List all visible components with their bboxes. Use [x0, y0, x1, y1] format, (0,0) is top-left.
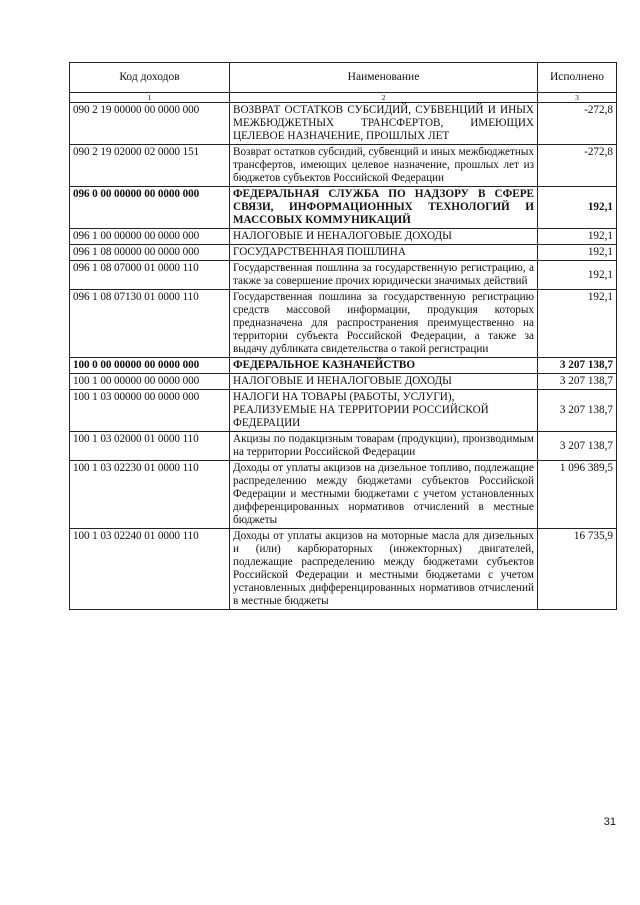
- row-name: ФЕДЕРАЛЬНАЯ СЛУЖБА ПО НАДЗОРУ В СФЕРЕ СВЯЗИ, ИНФОРМАЦИОННЫХ ТЕХНОЛОГИЙ И МАССОВЫХ КОММУНИКАЦИЙ: [230, 187, 538, 229]
- table-row: [70, 229, 617, 245]
- row-value: 1 096 389,5: [538, 461, 617, 529]
- row-value: -272,8: [538, 145, 617, 187]
- row-name: ФЕДЕРАЛЬНОЕ КАЗНАЧЕЙСТВО: [230, 358, 538, 374]
- table-row: [70, 145, 617, 187]
- table-header-row: [70, 63, 617, 93]
- table-row: [70, 390, 617, 432]
- row-code: 096 0 00 00000 00 0000 000: [70, 187, 230, 229]
- row-code: 100 1 03 02240 01 0000 110: [70, 529, 230, 610]
- page-number: 31: [603, 816, 616, 828]
- row-value: -272,8: [538, 103, 617, 145]
- row-value: 192,1: [538, 261, 617, 290]
- table-row: [70, 103, 617, 145]
- row-name: Государственная пошлина за государственную регистрацию средств массовой информации, продукция которых предназначена для распространения преимущественно на территории субъекта Российской Федерации, а также за выдачу дубликата свидетельства о такой регистрации: [230, 290, 538, 358]
- column-number-2: 2: [230, 93, 538, 103]
- column-number-row: [70, 93, 617, 103]
- row-code: 100 0 00 00000 00 0000 000: [70, 358, 230, 374]
- column-number-1: 1: [70, 93, 230, 103]
- row-value: 3 207 138,7: [538, 358, 617, 374]
- header-name: Наименование: [230, 63, 538, 93]
- row-code: 096 1 08 07130 01 0000 110: [70, 290, 230, 358]
- row-value: 192,1: [538, 187, 617, 229]
- row-code: 100 1 03 00000 00 0000 000: [70, 390, 230, 432]
- row-value: 192,1: [538, 245, 617, 261]
- row-code: 100 1 00 00000 00 0000 000: [70, 374, 230, 390]
- row-value: 192,1: [538, 229, 617, 245]
- row-name: Доходы от уплаты акцизов на моторные масла для дизельных и (или) карбюраторных (инжекторных) двигателей, подлежащие распределению между бюджетами субъектов Российской Федерации и местными бюджетами с учетом установленных дифференцированных нормативов отчислений в местные бюджеты: [230, 529, 538, 610]
- revenue-table: [69, 62, 617, 610]
- row-name: Возврат остатков субсидий, субвенций и иных межбюджетных трансфертов, имеющих целевое назначение, прошлых лет из бюджетов субъектов Российской Федерации: [230, 145, 538, 187]
- table-row: [70, 245, 617, 261]
- row-name: НАЛОГОВЫЕ И НЕНАЛОГОВЫЕ ДОХОДЫ: [230, 374, 538, 390]
- row-value: 3 207 138,7: [538, 390, 617, 432]
- row-name: ВОЗВРАТ ОСТАТКОВ СУБСИДИЙ, СУБВЕНЦИЙ И ИНЫХ МЕЖБЮДЖЕТНЫХ ТРАНСФЕРТОВ, ИМЕЮЩИХ ЦЕЛЕВОЕ НАЗНАЧЕНИЕ, ПРОШЛЫХ ЛЕТ: [230, 103, 538, 145]
- column-number-3: 3: [538, 93, 617, 103]
- row-code: 096 1 08 00000 00 0000 000: [70, 245, 230, 261]
- table-row: [70, 374, 617, 390]
- table-row: [70, 461, 617, 529]
- row-code: 096 1 08 07000 01 0000 110: [70, 261, 230, 290]
- row-value: 16 735,9: [538, 529, 617, 610]
- row-name: НАЛОГОВЫЕ И НЕНАЛОГОВЫЕ ДОХОДЫ: [230, 229, 538, 245]
- row-name: Государственная пошлина за государственную регистрацию, а также за совершение прочих юридически значимых действий: [230, 261, 538, 290]
- table-row: [70, 261, 617, 290]
- table-row-section: [70, 358, 617, 374]
- row-name: Доходы от уплаты акцизов на дизельное топливо, подлежащие распределению между бюджетами субъектов Российской Федерации и местными бюджетами с учетом установленных дифференцированных нормативов отчислений в местные бюджеты: [230, 461, 538, 529]
- header-value: Исполнено: [538, 63, 617, 93]
- row-code: 090 2 19 02000 02 0000 151: [70, 145, 230, 187]
- table-row: [70, 529, 617, 610]
- row-code: 090 2 19 00000 00 0000 000: [70, 103, 230, 145]
- row-name: НАЛОГИ НА ТОВАРЫ (РАБОТЫ, УСЛУГИ), РЕАЛИЗУЕМЫЕ НА ТЕРРИТОРИИ РОССИЙСКОЙ ФЕДЕРАЦИИ: [230, 390, 538, 432]
- row-value: 3 207 138,7: [538, 374, 617, 390]
- row-code: 100 1 03 02000 01 0000 110: [70, 432, 230, 461]
- table-row-section: [70, 187, 617, 229]
- row-name: ГОСУДАРСТВЕННАЯ ПОШЛИНА: [230, 245, 538, 261]
- row-value: 192,1: [538, 290, 617, 358]
- header-code: Код доходов: [70, 63, 230, 93]
- row-value: 3 207 138,7: [538, 432, 617, 461]
- table-row: [70, 290, 617, 358]
- table-row: [70, 432, 617, 461]
- row-code: 096 1 00 00000 00 0000 000: [70, 229, 230, 245]
- row-name: Акцизы по подакцизным товарам (продукции), производимым на территории Российской Федерации: [230, 432, 538, 461]
- row-code: 100 1 03 02230 01 0000 110: [70, 461, 230, 529]
